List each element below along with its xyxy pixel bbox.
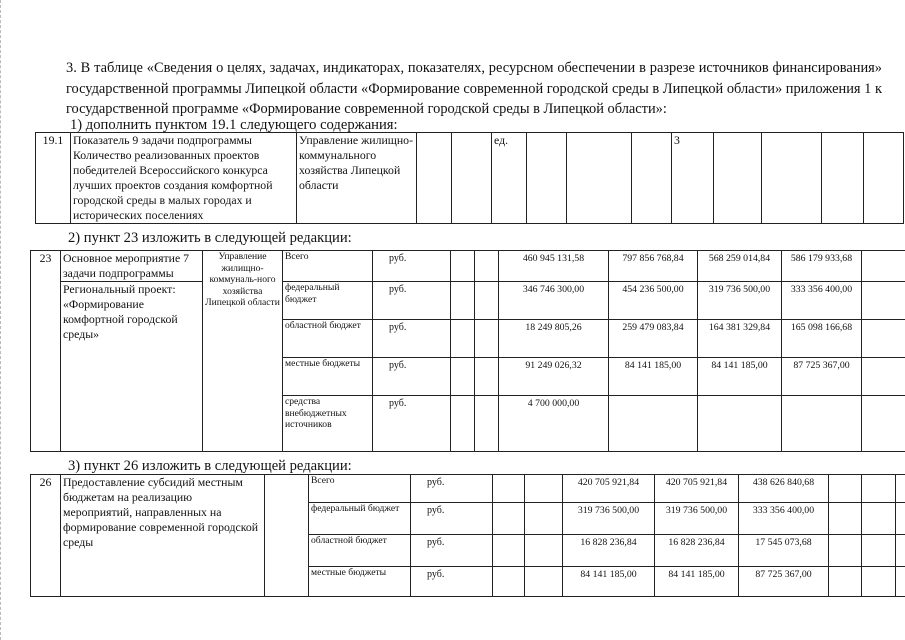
empty-cell <box>527 133 567 224</box>
table-item-26 <box>30 474 905 597</box>
empty-cell <box>525 535 563 567</box>
value-cell: 568 259 014,84 <box>698 251 782 282</box>
row-number: 26 <box>31 475 61 597</box>
value-cell: 16 828 236,84 <box>563 535 655 567</box>
empty-cell <box>493 475 525 503</box>
value-cell: 797 856 768,84 <box>609 251 698 282</box>
value-cell: 319 736 500,00 <box>563 503 655 535</box>
value-cell: 319 736 500,00 <box>698 282 782 320</box>
empty-cell <box>475 251 499 282</box>
value-cell <box>782 396 862 452</box>
value-cell: 165 098 166,68 <box>782 320 862 358</box>
empty-cell <box>862 396 905 452</box>
empty-cell <box>862 320 905 358</box>
empty-cell <box>762 133 822 224</box>
value-cell: 586 179 933,68 <box>782 251 862 282</box>
value-cell: 346 746 300,00 <box>499 282 609 320</box>
empty-cell <box>896 503 905 535</box>
value-cell: 84 141 185,00 <box>655 567 739 597</box>
row-number: 19.1 <box>36 133 71 224</box>
value-cell: 4 700 000,00 <box>499 396 609 452</box>
value-cell: 84 141 185,00 <box>698 358 782 396</box>
item1-heading: 1) дополнить пунктом 19.1 следующего содержания: <box>70 117 398 133</box>
empty-cell <box>862 503 896 535</box>
empty-cell <box>451 396 475 452</box>
unit-cell: руб. <box>411 567 493 597</box>
empty-cell <box>451 358 475 396</box>
empty-cell <box>417 133 452 224</box>
empty-cell <box>862 475 896 503</box>
empty-cell <box>475 320 499 358</box>
unit-cell: руб. <box>373 251 451 282</box>
measure-name: Основное мероприятие 7 задачи подпрограммы <box>61 251 203 282</box>
value-cell: 91 249 026,32 <box>499 358 609 396</box>
page-edge-mark <box>0 0 3 640</box>
empty-cell <box>829 475 862 503</box>
empty-cell <box>493 567 525 597</box>
unit-cell: руб. <box>411 535 493 567</box>
value-cell: 259 479 083,84 <box>609 320 698 358</box>
empty-cell <box>525 475 563 503</box>
unit-cell: руб. <box>411 503 493 535</box>
empty-cell <box>862 251 905 282</box>
empty-cell <box>475 358 499 396</box>
empty-cell <box>493 503 525 535</box>
value-cell: 460 945 131,58 <box>499 251 609 282</box>
source-label: средства внебюджетных источников <box>283 396 373 452</box>
value-cell: 87 725 367,00 <box>782 358 862 396</box>
row-number: 23 <box>31 251 61 452</box>
value-cell: 16 828 236,84 <box>655 535 739 567</box>
value-cell: 319 736 500,00 <box>655 503 739 535</box>
empty-cell <box>862 358 905 396</box>
value-cell: 333 356 400,00 <box>782 282 862 320</box>
value-cell: 164 381 329,84 <box>698 320 782 358</box>
empty-cell <box>862 535 896 567</box>
empty-cell <box>896 567 905 597</box>
value-cell: 18 249 805,26 <box>499 320 609 358</box>
empty-cell <box>525 567 563 597</box>
source-label: Всего <box>283 251 373 282</box>
empty-cell <box>493 535 525 567</box>
source-label: местные бюджеты <box>309 567 411 597</box>
unit-cell: руб. <box>373 282 451 320</box>
value-cell: 454 236 500,00 <box>609 282 698 320</box>
empty-cell <box>451 251 475 282</box>
intro-text: 3. В таблице «Сведения о целях, задачах, индикаторах, показателях, ресурсном обеспечении в разрезе источников финансирования» государственной программы Липецкой области «Формирование современной городской среды в Липецкой области» приложения 1 к государственной программе «Формирование современной городской среды в Липецкой области»: <box>66 60 882 117</box>
empty-cell <box>451 320 475 358</box>
item2-heading: 2) пункт 23 изложить в следующей редакции: <box>68 230 352 246</box>
source-label: областной бюджет <box>283 320 373 358</box>
empty-cell <box>864 133 904 224</box>
empty-executor-cell <box>265 475 309 597</box>
value-cell <box>698 396 782 452</box>
unit-cell: руб. <box>373 396 451 452</box>
source-label: областной бюджет <box>309 535 411 567</box>
source-label: федеральный бюджет <box>309 503 411 535</box>
value-cell: 3 <box>672 133 714 224</box>
value-cell: 17 545 073,68 <box>739 535 829 567</box>
project-name: Региональный проект: «Формирование комфортной городской среды» <box>61 282 203 452</box>
value-cell: 84 141 185,00 <box>609 358 698 396</box>
empty-cell <box>632 133 672 224</box>
executor: Управление жилищно-коммуналь-ного хозяйства Липецкой области <box>203 251 283 452</box>
empty-cell <box>475 396 499 452</box>
value-cell: 333 356 400,00 <box>739 503 829 535</box>
value-cell: 420 705 921,84 <box>563 475 655 503</box>
unit-cell: руб. <box>373 358 451 396</box>
source-label: местные бюджеты <box>283 358 373 396</box>
value-cell: 84 141 185,00 <box>563 567 655 597</box>
value-cell: 420 705 921,84 <box>655 475 739 503</box>
unit-cell: руб. <box>411 475 493 503</box>
empty-cell <box>475 282 499 320</box>
empty-cell <box>822 133 864 224</box>
empty-cell <box>829 503 862 535</box>
source-label: Всего <box>309 475 411 503</box>
empty-cell <box>829 535 862 567</box>
indicator-name: Показатель 9 задачи подпрограммы Количество реализованных проектов победителей Всероссийского конкурса лучших проектов создания комфортной городской среды в малых городах и исторических поселениях <box>71 133 297 224</box>
measure-name: Предоставление субсидий местным бюджетам на реализацию мероприятий, направленных на формирование современной городской среды <box>61 475 265 597</box>
executor: Управление жилищно-коммунального хозяйства Липецкой области <box>297 133 417 224</box>
table-item-19-1 <box>35 132 904 224</box>
value-cell: 87 725 367,00 <box>739 567 829 597</box>
item3-heading: 3) пункт 26 изложить в следующей редакции: <box>68 458 352 474</box>
empty-cell <box>567 133 632 224</box>
empty-cell <box>862 567 896 597</box>
empty-cell <box>451 282 475 320</box>
empty-cell <box>896 475 905 503</box>
source-label: федеральный бюджет <box>283 282 373 320</box>
empty-cell <box>452 133 492 224</box>
unit-cell: руб. <box>373 320 451 358</box>
empty-cell <box>862 282 905 320</box>
table-item-23 <box>30 250 905 452</box>
empty-cell <box>525 503 563 535</box>
empty-cell <box>829 567 862 597</box>
value-cell <box>609 396 698 452</box>
unit-cell: ед. <box>492 133 527 224</box>
intro-paragraph <box>40 58 882 120</box>
value-cell: 438 626 840,68 <box>739 475 829 503</box>
empty-cell <box>896 535 905 567</box>
empty-cell <box>714 133 762 224</box>
